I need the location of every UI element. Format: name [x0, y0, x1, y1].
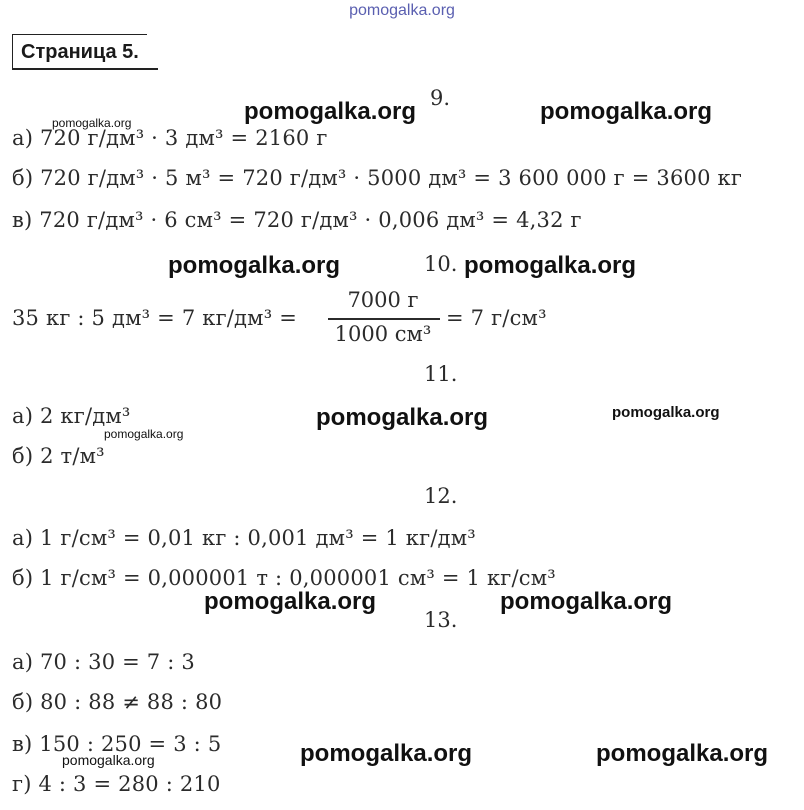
watermark: pomogalka.org [300, 740, 473, 767]
title-underline [12, 68, 158, 70]
problem-number-12: 12. [424, 484, 458, 508]
fraction-denominator: 1000 см³ [334, 322, 432, 346]
problem-number-11: 11. [424, 362, 458, 386]
solution-13c: в) 150 : 250 = 3 : 5 [12, 732, 222, 756]
watermark: pomogalka.org [596, 740, 769, 767]
solution-9a: а) 720 г/дм³ · 3 дм³ = 2160 г [12, 126, 328, 150]
solution-10-left: 35 кг : 5 дм³ = 7 кг/дм³ = [12, 306, 298, 330]
fraction-numerator: 7000 г [347, 288, 419, 312]
solution-12b: б) 1 г/см³ = 0,000001 т : 0,000001 см³ = 1 кг/см³ [12, 566, 556, 590]
solution-10-right: = 7 г/см³ [446, 306, 547, 330]
watermark: pomogalka.org [316, 404, 489, 431]
problem-number-10: 10. [424, 252, 458, 276]
solution-12a: а) 1 г/см³ = 0,01 кг : 0,001 дм³ = 1 кг/дм³ [12, 526, 476, 550]
watermark: pomogalka.org [500, 588, 673, 615]
watermark: pomogalka.org [612, 404, 720, 421]
fraction-bar [328, 318, 440, 320]
site-header-link[interactable]: pomogalka.org [349, 2, 455, 19]
solution-11b: б) 2 т/м³ [12, 444, 105, 468]
watermark: pomogalka.org [540, 98, 713, 125]
page-title: Страница 5. [12, 34, 147, 70]
watermark: pomogalka.org [464, 252, 637, 279]
solution-11a: а) 2 кг/дм³ [12, 404, 131, 428]
solution-9c: в) 720 г/дм³ · 6 см³ = 720 г/дм³ · 0,006 дм³ = 4,32 г [12, 208, 582, 232]
problem-number-13: 13. [424, 608, 458, 632]
watermark: pomogalka.org [204, 588, 377, 615]
watermark: pomogalka.org [168, 252, 341, 279]
watermark: pomogalka.org [52, 116, 132, 130]
solution-9b: б) 720 г/дм³ · 5 м³ = 720 г/дм³ · 5000 дм³ = 3 600 000 г = 3600 кг [12, 166, 743, 190]
watermark: pomogalka.org [62, 752, 155, 768]
watermark: pomogalka.org [104, 427, 184, 441]
solution-13d: г) 4 : 3 = 280 : 210 [12, 772, 221, 796]
watermark: pomogalka.org [244, 98, 417, 125]
solution-13a: а) 70 : 30 = 7 : 3 [12, 650, 195, 674]
problem-number-9: 9. [430, 86, 451, 110]
solution-13b: б) 80 : 88 ≠ 88 : 80 [12, 690, 223, 714]
